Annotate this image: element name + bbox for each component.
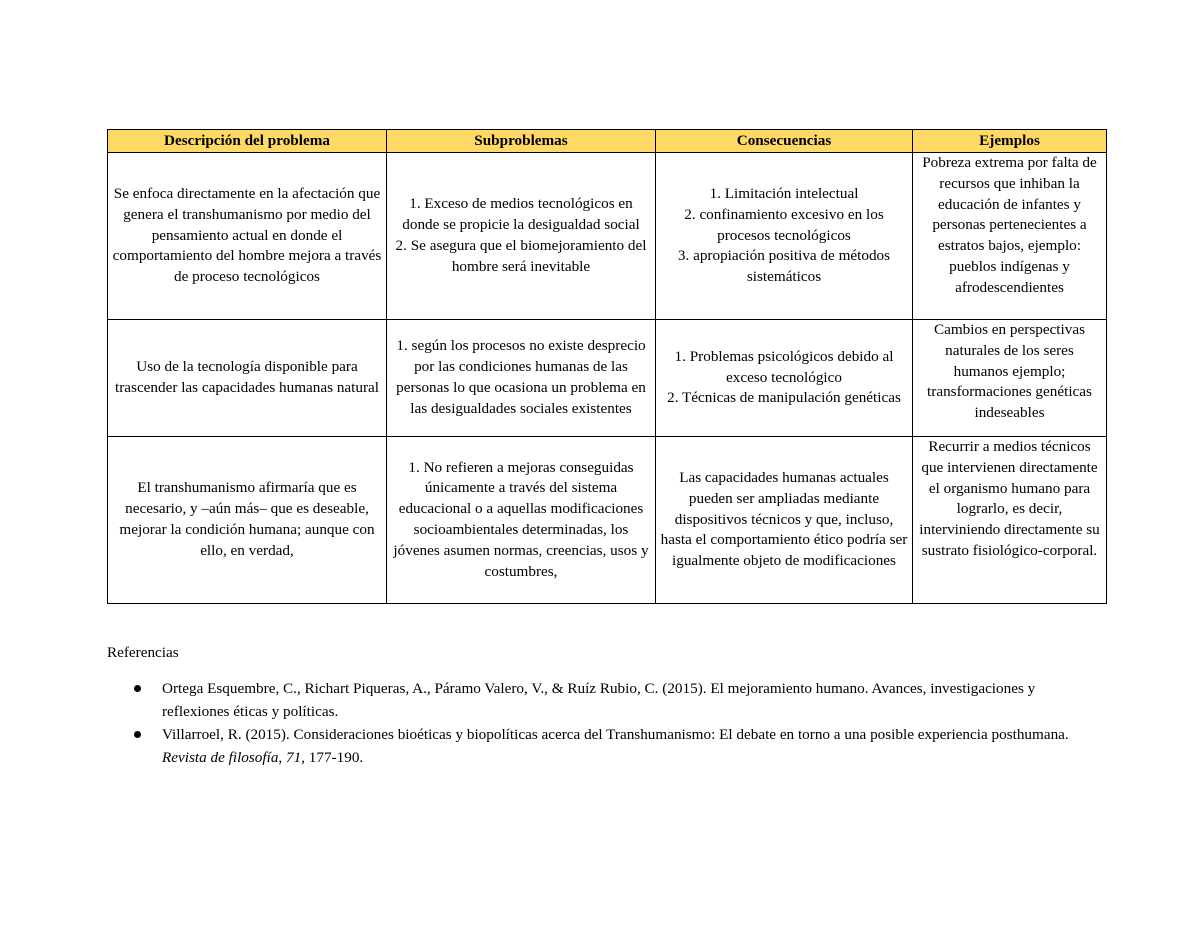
header-examples: Ejemplos: [913, 130, 1107, 153]
bullet-icon: [134, 731, 141, 738]
cell-subproblems: 1. No refieren a mejoras conseguidas únicamente a través del sistema educacional o a aquellas modificaciones socioambientales determinadas, los jóvenes asumen normas, creencias, usos y costumbres,: [387, 437, 656, 604]
header-subproblems: Subproblemas: [387, 130, 656, 153]
header-consequences: Consecuencias: [656, 130, 913, 153]
reference-item: [107, 677, 1092, 723]
cell-description: Se enfoca directamente en la afectación que genera el transhumanismo por medio del pensamiento actual en donde el comportamiento del hombre mejora a través de proceso tecnológicos: [108, 153, 387, 320]
cell-examples: Cambios en perspectivas naturales de los seres humanos ejemplo; transformaciones genéticas indeseables: [913, 320, 1107, 437]
reference-separator: ,: [278, 749, 287, 766]
bullet-icon: [134, 685, 141, 692]
cell-examples: Pobreza extrema por falta de recursos que inhiban la educación de infantes y personas pertenecientes a estratos bajos, ejemplo: pueblos indígenas y afrodescendientes: [913, 153, 1107, 320]
cell-subproblems: 1. Exceso de medios tecnológicos en donde se propicie la desigualdad social 2. Se asegura que el biomejoramiento del hombre será inevitable: [387, 153, 656, 320]
header-description: Descripción del problema: [108, 130, 387, 153]
reference-item: [107, 723, 1092, 769]
cell-subproblems: 1. según los procesos no existe desprecio por las condiciones humanas de las personas lo que ocasiona un problema en las desigualdades sociales existentes: [387, 320, 656, 437]
reference-text: Ortega Esquembre, C., Richart Piqueras, A., Páramo Valero, V., & Ruíz Rubio, C. (2015). El mejoramiento humano. Avances, investigaciones y reflexiones éticas y políticas.: [162, 680, 1036, 720]
cell-consequences: 1. Limitación intelectual 2. confinamiento excesivo en los procesos tecnológicos 3. apropiación positiva de métodos sistemáticos: [656, 153, 913, 320]
table-row: [108, 153, 1107, 320]
table-row: [108, 437, 1107, 604]
references-list: [107, 677, 1092, 769]
reference-pages: , 177-190.: [301, 749, 364, 766]
cell-examples: Recurrir a medios técnicos que intervienen directamente el organismo humano para lograrlo, es decir, interviniendo directamente su sustrato fisiológico-corporal.: [913, 437, 1107, 604]
cell-consequences: 1. Problemas psicológicos debido al exceso tecnológico 2. Técnicas de manipulación genéticas: [656, 320, 913, 437]
cell-description: Uso de la tecnología disponible para trascender las capacidades humanas natural: [108, 320, 387, 437]
reference-volume: 71: [286, 749, 302, 766]
table-header-row: [108, 130, 1107, 153]
table-row: [108, 320, 1107, 437]
references-heading: Referencias: [107, 644, 179, 661]
cell-description: El transhumanismo afirmaría que es necesario, y –aún más– que es deseable, mejorar la condición humana; aunque con ello, en verdad,: [108, 437, 387, 604]
reference-journal: Revista de filosofía: [162, 749, 279, 766]
problem-analysis-table: [107, 129, 1107, 604]
cell-consequences: Las capacidades humanas actuales pueden ser ampliadas mediante dispositivos técnicos y que, incluso, hasta el comportamiento ético podría ser igualmente objeto de modificaciones: [656, 437, 913, 604]
reference-text: Villarroel, R. (2015). Consideraciones bioéticas y biopolíticas acerca del Transhumanismo: El debate en torno a una posible experiencia posthumana.: [162, 726, 1069, 743]
